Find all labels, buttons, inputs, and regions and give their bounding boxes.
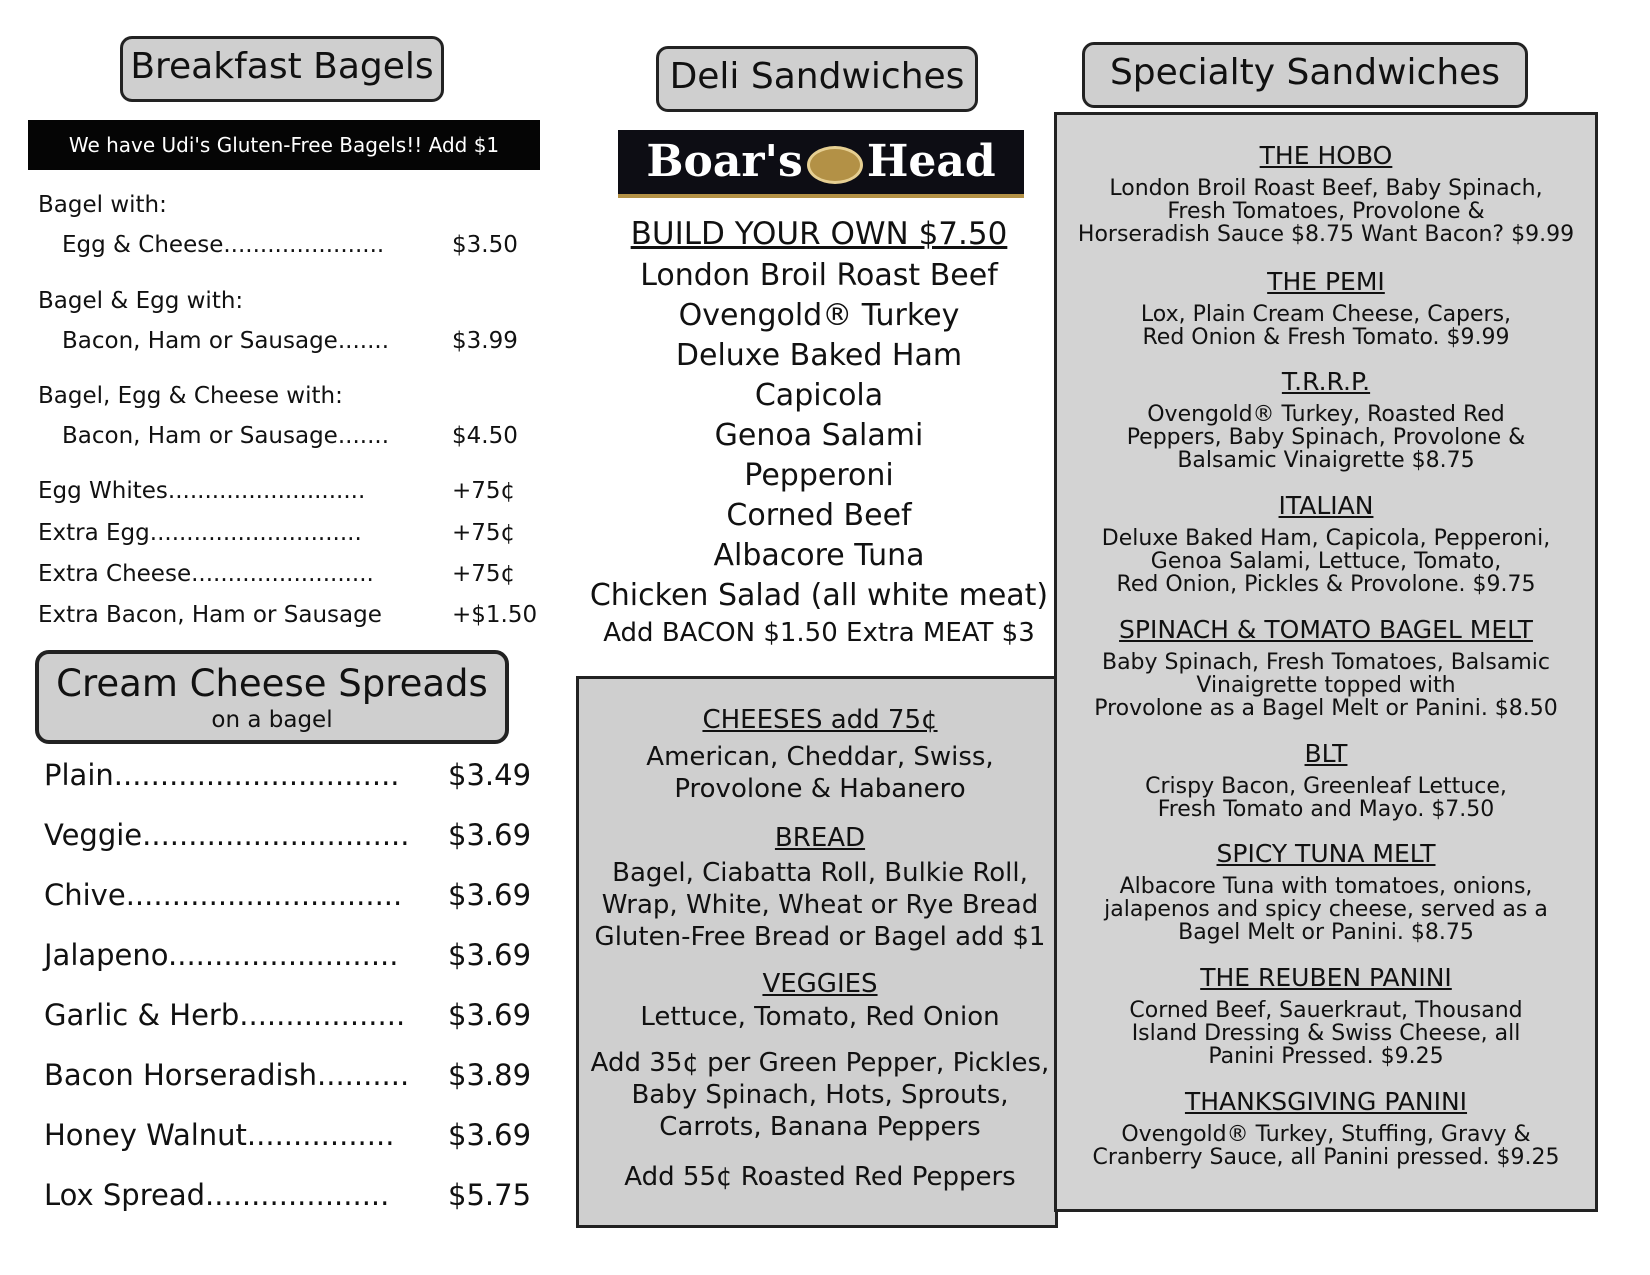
bagel-egg-heading: Bagel & Egg with: [38,288,244,314]
sandwich-name: SPINACH & TOMATO BAGEL MELT [1119,615,1533,644]
item-price: $3.69 [448,998,532,1032]
item-name: Extra Bacon, Ham or Sausage [38,602,382,628]
item-price: +75¢ [452,520,516,546]
item-name: Bacon, Ham or Sausage....... [62,328,390,354]
logo-text [646,136,995,187]
veggies-add-text: Add 35¢ per Green Pepper, Pickles, Baby Spinach, Hots, Sprouts, Carrots, Banana Peppers [590,1048,1050,1142]
item-name: Garlic & Herb.................. [44,998,406,1032]
cream-cheese-title: Cream Cheese Spreads [56,662,488,705]
item-name: Veggie............................. [44,818,410,852]
sandwich-name: BLT [1304,739,1348,768]
meat-item: Albacore Tuna [713,538,925,573]
item-name: Honey Walnut................ [44,1118,395,1152]
item-name: Lox Spread.................... [44,1178,390,1212]
sandwich-name: THE REUBEN PANINI [1200,963,1452,992]
sandwich-desc: Corned Beef, Sauerkraut, Thousand Island Dressing & Swiss Cheese, all Panini Pressed. $9.25 [1129,998,1523,1069]
sandwich-desc: Baby Spinach, Fresh Tomatoes, Balsamic Vinaigrette topped with Provolone as a Bagel Melt or Panini. $8.50 [1094,650,1558,721]
sandwich-desc: Lox, Plain Cream Cheese, Capers, Red Onion & Fresh Tomato. $9.99 [1140,302,1512,350]
meat-item: Capicola [754,378,884,413]
deli-options-box [576,676,1058,1228]
sandwich-name: T.R.R.P. [1281,367,1371,396]
veggies-text: Lettuce, Tomato, Red Onion [640,1002,1000,1032]
item-price: $3.69 [448,818,532,852]
item-name: Extra Cheese......................... [38,561,374,587]
bread-text: Bagel, Ciabatta Roll, Bulkie Roll, Wrap, White, Wheat or Rye Bread Gluten-Free Bread or Bagel add $1 [594,858,1046,952]
build-your-own-heading: BUILD YOUR OWN $7.50 [630,216,1008,252]
sandwich-desc: London Broil Roast Beef, Baby Spinach, Fresh Tomatoes, Provolone & Horseradish Sauce $8.75 Want Bacon? $9.99 [1077,176,1575,247]
cream-cheese-title-box [35,650,509,744]
meat-item: Corned Beef [726,498,912,533]
roasted-peppers-note: Add 55¢ Roasted Red Peppers [624,1162,1016,1192]
meat-item: Genoa Salami [714,418,924,453]
specialty-sandwiches-title: Specialty Sandwiches [1082,42,1528,108]
meat-item: Chicken Salad (all white meat) [589,578,1049,613]
item-price: $3.69 [448,1118,532,1152]
meat-item: Pepperoni [744,458,894,493]
item-price: $3.99 [452,328,518,354]
item-price: +75¢ [452,561,516,587]
item-price: $3.69 [448,938,532,972]
item-name: Chive.............................. [44,878,403,912]
sandwich-desc: Albacore Tuna with tomatoes, onions, jalapenos and spicy cheese, served as a Bagel Melt or Panini. $8.75 [1104,874,1548,945]
item-price: $3.50 [452,232,518,258]
sandwich-desc: Ovengold® Turkey, Stuffing, Gravy & Cranberry Sauce, all Panini pressed. $9.25 [1092,1122,1560,1170]
sandwich-desc: Deluxe Baked Ham, Capicola, Pepperoni, Genoa Salami, Lettuce, Tomato, Red Onion, Pickles & Provolone. $9.75 [1101,526,1551,597]
deli-sandwiches-title: Deli Sandwiches [656,46,978,112]
sandwich-name: THANKSGIVING PANINI [1184,1087,1468,1116]
meat-item: Ovengold® Turkey [678,298,960,333]
boar-emblem-icon [807,146,863,184]
sandwich-name: THE HOBO [1259,141,1393,170]
cheeses-text: American, Cheddar, Swiss, Provolone & Habanero [646,742,994,804]
item-price: $3.49 [448,758,532,792]
item-price: $3.69 [448,878,532,912]
gluten-free-banner: We have Udi's Gluten-Free Bagels!! Add $1 [28,120,540,170]
item-name: Egg Whites........................... [38,478,366,504]
veggies-heading: VEGGIES [762,969,878,999]
sandwich-name: THE PEMI [1267,267,1385,296]
cheeses-heading: CHEESES add 75¢ [702,705,938,735]
item-price: $3.89 [448,1058,532,1092]
item-price: $5.75 [448,1178,532,1212]
logo-word-left: Boar's [646,136,803,187]
sandwich-name: ITALIAN [1278,491,1374,520]
item-name: Egg & Cheese...................... [62,232,385,258]
item-name: Extra Egg............................. [38,520,362,546]
bagel-with-heading: Bagel with: [38,192,167,218]
sandwich-name: SPICY TUNA MELT [1216,839,1436,868]
bagel-egg-cheese-heading: Bagel, Egg & Cheese with: [38,383,343,409]
item-name: Bacon, Ham or Sausage....... [62,423,390,449]
item-name: Jalapeno......................... [44,938,399,972]
logo-word-right: Head [866,136,996,187]
item-name: Plain............................... [44,758,400,792]
meat-item: Deluxe Baked Ham [675,338,963,373]
meat-item: London Broil Roast Beef [640,258,998,293]
bread-heading: BREAD [774,823,866,853]
item-price: $4.50 [452,423,518,449]
sandwich-desc: Ovengold® Turkey, Roasted Red Peppers, Baby Spinach, Provolone & Balsamic Vinaigrette $8.75 [1126,402,1526,473]
item-price: +75¢ [452,478,516,504]
add-bacon-note: Add BACON $1.50 Extra MEAT $3 [603,618,1035,648]
cream-cheese-subtitle: on a bagel [211,707,333,733]
item-price: +$1.50 [452,602,538,628]
specialty-box [1054,112,1598,1212]
boars-head-logo [618,130,1024,198]
item-name: Bacon Horseradish.......... [44,1058,410,1092]
sandwich-desc: Crispy Bacon, Greenleaf Lettuce, Fresh Tomato and Mayo. $7.50 [1145,774,1507,822]
breakfast-bagels-title: Breakfast Bagels [120,36,444,102]
